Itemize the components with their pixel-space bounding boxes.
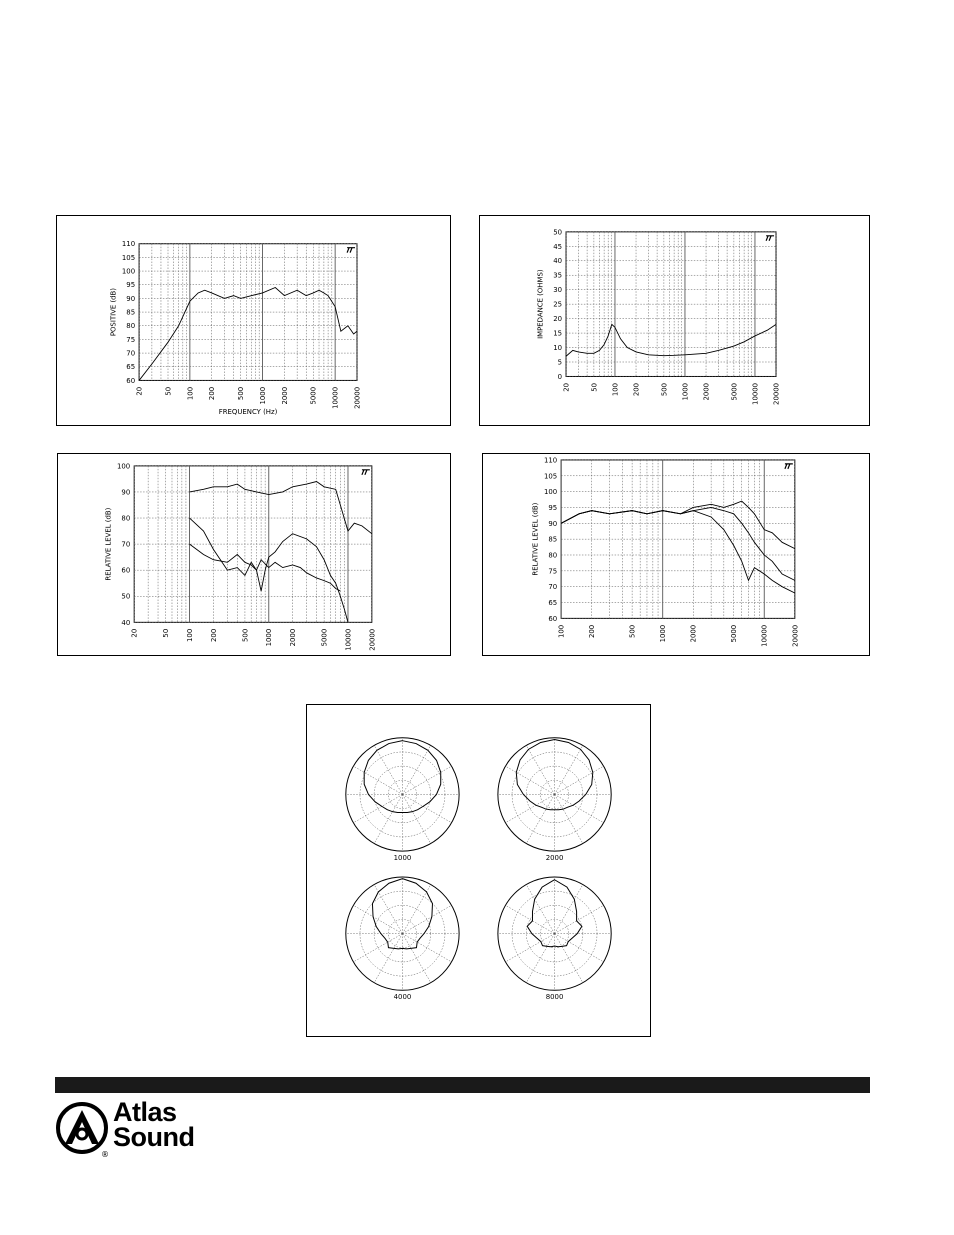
y-tick-label: 40	[121, 618, 131, 627]
x-tick-label: 2000	[689, 624, 698, 643]
polar-spoke	[555, 885, 583, 934]
x-tick-label: 200	[588, 624, 597, 639]
y-tick-label: 0	[557, 372, 563, 381]
x-tick-label: 1000	[258, 386, 267, 405]
y-tick-label: 90	[121, 488, 131, 497]
y-tick-label: 75	[548, 567, 558, 576]
polar-spoke	[555, 794, 604, 822]
polar-spoke	[402, 934, 430, 983]
polar-pattern-line	[516, 739, 593, 809]
tef-logo-icon	[347, 248, 355, 253]
y-tick-label: 85	[126, 308, 136, 317]
x-tick-label: 5000	[730, 624, 739, 643]
polar-spoke	[402, 794, 451, 822]
y-tick-label: 20	[553, 315, 563, 324]
y-tick-label: 70	[126, 349, 136, 358]
polar-spoke	[505, 794, 554, 822]
x-tick-label: 100	[186, 628, 195, 642]
frequency-response-chart	[57, 216, 450, 425]
y-tick-label: 105	[543, 472, 558, 481]
relative-level-chart-a	[58, 454, 450, 655]
x-tick-label: 500	[628, 624, 637, 639]
x-tick-label: 2000	[289, 628, 298, 647]
polar-spoke	[526, 745, 554, 794]
polar-spoke	[374, 794, 402, 843]
y-tick-label: 40	[553, 257, 563, 266]
y-axis-label: RELATIVE LEVEL (dB)	[531, 502, 540, 576]
polar-spoke	[402, 745, 430, 794]
x-tick-label: 500	[237, 386, 246, 401]
brand-line2: Sound	[113, 1122, 195, 1152]
polar-spoke	[526, 885, 554, 934]
x-tick-label: 20000	[368, 628, 377, 651]
polar-frequency-label: 1000	[393, 854, 412, 863]
x-tick-label: 20	[130, 628, 139, 638]
x-tick-label: 1000	[681, 382, 690, 401]
frequency-response-chart-panel	[56, 215, 451, 426]
x-tick-label: 20000	[791, 624, 800, 647]
y-tick-label: 80	[548, 551, 558, 560]
x-tick-label: 10000	[331, 386, 340, 409]
x-tick-label: 1000	[659, 624, 668, 643]
x-tick-label: 5000	[309, 386, 318, 405]
relative-level-chart-a-panel	[57, 453, 451, 656]
brand-line1: Atlas	[113, 1097, 177, 1127]
impedance-chart-panel	[479, 215, 870, 426]
x-tick-label: 20000	[353, 386, 362, 409]
polar-spoke	[555, 766, 604, 794]
y-tick-label: 60	[126, 376, 136, 385]
x-tick-label: 2000	[280, 386, 289, 405]
y-tick-label: 90	[548, 519, 558, 528]
x-tick-label: 20	[135, 386, 144, 396]
polar-spoke	[505, 934, 554, 962]
polar-spoke	[402, 794, 430, 843]
polar-spoke	[374, 934, 402, 983]
y-tick-label: 95	[548, 503, 558, 512]
y-tick-label: 80	[121, 514, 131, 523]
y-tick-label: 50	[121, 592, 131, 601]
y-tick-label: 65	[126, 363, 136, 372]
polar-plot	[346, 738, 459, 862]
polar-spoke	[374, 745, 402, 794]
polar-pattern-line	[372, 879, 432, 949]
x-tick-label: 5000	[320, 628, 329, 647]
x-tick-label: 200	[208, 386, 217, 401]
y-tick-label: 110	[543, 456, 558, 465]
x-tick-label: 50	[162, 628, 171, 638]
tef-logo-icon	[766, 236, 774, 241]
x-tick-label: 2000	[702, 382, 711, 401]
y-tick-label: 25	[553, 300, 563, 309]
y-tick-label: 10	[553, 344, 563, 353]
y-axis-label: RELATIVE LEVEL (dB)	[104, 507, 113, 581]
series-line-1	[139, 288, 357, 381]
y-tick-label: 60	[121, 566, 131, 575]
y-tick-label: 100	[543, 488, 558, 497]
x-tick-label: 100	[611, 382, 620, 397]
y-tick-label: 100	[117, 462, 131, 471]
relative-level-chart-b-panel	[482, 453, 870, 656]
x-tick-label: 10000	[344, 628, 353, 651]
y-tick-label: 5	[557, 358, 563, 367]
y-tick-label: 80	[126, 322, 136, 331]
series-line-1	[566, 324, 776, 356]
polar-spoke	[402, 934, 451, 962]
registered-mark: ®	[101, 1150, 109, 1159]
x-tick-label: 500	[660, 382, 669, 397]
x-tick-label: 5000	[730, 382, 739, 401]
polar-plot	[498, 738, 611, 862]
polar-frequency-label: 2000	[545, 854, 564, 863]
y-tick-label: 30	[553, 286, 563, 295]
polar-patterns-chart	[307, 705, 650, 1036]
y-tick-label: 95	[126, 281, 136, 290]
tef-logo-icon	[785, 464, 793, 469]
y-tick-label: 70	[548, 583, 558, 592]
x-tick-label: 20	[562, 382, 571, 392]
y-tick-label: 70	[121, 540, 131, 549]
y-axis-label: POSITIVE (dB)	[109, 287, 118, 337]
polar-spoke	[353, 766, 402, 794]
x-tick-label: 10000	[760, 624, 769, 647]
polar-plot	[498, 877, 611, 1001]
polar-spoke	[505, 766, 554, 794]
polar-frequency-label: 4000	[393, 993, 412, 1002]
x-tick-label: 100	[186, 386, 195, 401]
x-tick-label: 10000	[751, 382, 760, 405]
x-axis-label: FREQUENCY (Hz)	[218, 408, 278, 417]
x-tick-label: 1000	[265, 628, 274, 647]
x-tick-label: 50	[590, 382, 599, 392]
relative-level-chart-b	[483, 454, 869, 655]
impedance-chart	[480, 216, 869, 425]
y-tick-label: 90	[126, 294, 136, 303]
y-tick-label: 60	[548, 614, 558, 623]
footer-bar	[55, 1077, 870, 1093]
y-tick-label: 75	[126, 335, 136, 344]
y-tick-label: 35	[553, 271, 563, 280]
atlas-sound-logo	[55, 1097, 225, 1162]
y-tick-label: 65	[548, 598, 558, 607]
polar-spoke	[555, 934, 604, 962]
polar-frequency-label: 8000	[545, 993, 564, 1002]
y-tick-label: 105	[121, 253, 136, 262]
polar-spoke	[555, 905, 604, 933]
polar-spoke	[555, 745, 583, 794]
x-tick-label: 200	[632, 382, 641, 397]
x-tick-label: 100	[557, 624, 566, 639]
polar-spoke	[353, 934, 402, 962]
polar-patterns-panel	[306, 704, 651, 1037]
y-tick-label: 15	[553, 329, 563, 338]
x-tick-label: 20000	[772, 382, 781, 405]
x-tick-label: 200	[209, 628, 218, 642]
x-tick-label: 50	[164, 386, 173, 396]
tef-logo-icon	[362, 470, 370, 475]
y-tick-label: 100	[121, 267, 136, 276]
x-tick-label: 500	[241, 628, 250, 642]
y-tick-label: 85	[548, 535, 558, 544]
polar-plot	[346, 877, 459, 1001]
y-tick-label: 45	[553, 242, 563, 251]
y-axis-label: IMPEDANCE (OHMS)	[536, 269, 545, 339]
polar-spoke	[353, 794, 402, 822]
y-tick-label: 110	[121, 240, 136, 249]
polar-spoke	[402, 766, 451, 794]
polar-spoke	[505, 905, 554, 933]
y-tick-label: 50	[553, 228, 563, 237]
